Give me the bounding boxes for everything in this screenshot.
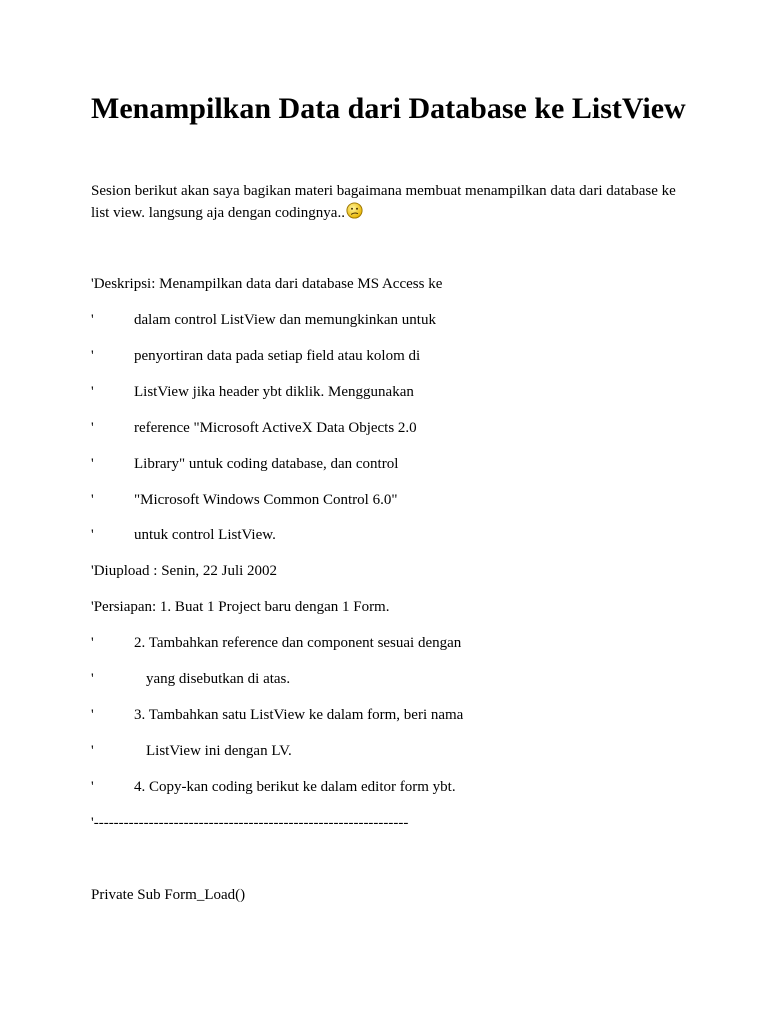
page-title: Menampilkan Data dari Database ke ListView	[91, 92, 686, 125]
code-line: ' ListView jika header ybt diklik. Menggunakan	[91, 384, 414, 400]
code-line-upload-date: 'Diupload : Senin, 22 Juli 2002	[91, 563, 278, 579]
code-line-form-load: Private Sub Form_Load()	[91, 887, 246, 903]
code-line: ' 2. Tambahkan reference dan component sesuai dengan	[91, 635, 462, 651]
code-line: ' dalam control ListView dan memungkinkan untuk	[91, 312, 436, 328]
code-line-preparation: 'Persiapan: 1. Buat 1 Project baru dengan 1 Form.	[91, 599, 390, 615]
confused-smiley-icon	[346, 202, 363, 226]
code-line-description: 'Deskripsi: Menampilkan data dari database MS Access ke	[91, 276, 443, 292]
code-line: ' penyortiran data pada setiap field atau kolom di	[91, 348, 421, 364]
code-line: ' reference "Microsoft ActiveX Data Objects 2.0	[91, 420, 417, 436]
code-line: ' Library" untuk coding database, dan control	[91, 456, 399, 472]
code-line: ' "Microsoft Windows Common Control 6.0"	[91, 492, 398, 508]
code-line: ' 3. Tambahkan satu ListView ke dalam form, beri nama	[91, 707, 464, 723]
code-line: ' yang disebutkan di atas.	[91, 671, 291, 687]
code-line-separator: '---------------------------------------------------------------	[91, 815, 409, 831]
intro-paragraph	[91, 180, 691, 226]
code-line: ' 4. Copy-kan coding berikut ke dalam editor form ybt.	[91, 779, 456, 795]
code-line: ' untuk control ListView.	[91, 527, 276, 543]
code-line: ' ListView ini dengan LV.	[91, 743, 292, 759]
intro-text: Sesion berikut akan saya bagikan materi bagaimana membuat menampilkan data dari database ke list view. langsung aja dengan codingnya..	[91, 183, 676, 221]
